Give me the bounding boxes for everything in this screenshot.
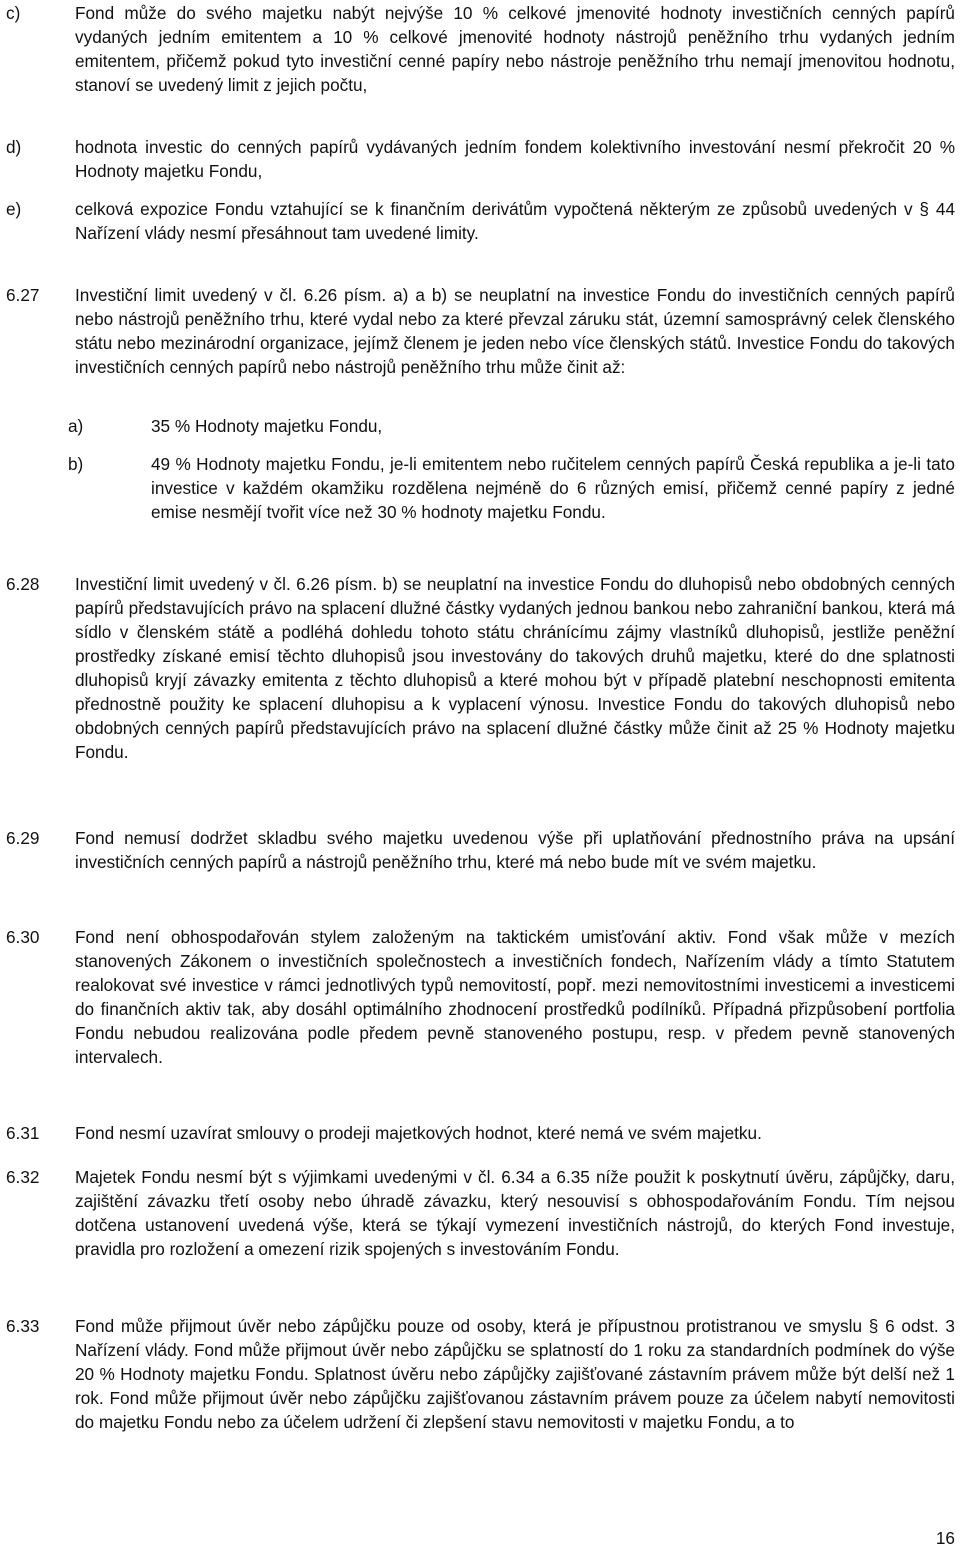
section-text: Fond není obhospodařován stylem založeným na taktickém umisťování aktiv. Fond však může v mezích stanovených Zákonem o investičních společnostech a investičních fondech, Nařízením vlády a tímto Statutem realokovat své investice v rámci jednotlivých typů nemovitostí, popř. mezi nemovitostními investicemi a investicemi do finančních aktiv tak, aby dosáhl optimálního zhodnocení prostředků podílníků. Případná přizpůsobení portfolia Fondu nebudou realizována podle předem pevně stanoveného postupu, resp. v předem pevně stanovených intervalech.	[75, 927, 955, 1067]
item-text: 49 % Hodnoty majetku Fondu, je-li emitentem nebo ručitelem cenných papírů Česká republika a je-li tato investice v každém okamžiku rozdělena nejméně do 6 různých emisí, přičemž cenné papíry z jedné emise nesmějí tvořit více než 30 % hodnoty majetku Fondu.	[151, 454, 955, 522]
section-text: Fond nesmí uzavírat smlouvy o prodeji majetkových hodnot, které nemá ve svém majetku.	[75, 1123, 762, 1143]
section-number: 6.32	[6, 1167, 40, 1187]
item-label: a)	[68, 416, 84, 436]
item-text: celková expozice Fondu vztahující se k finančním derivátům vypočtená některým ze způsobů uvedených v § 44 Nařízení vlády nesmí přesáhnout tam uvedené limity.	[75, 199, 955, 243]
item-label: c)	[6, 3, 21, 23]
section-number: 6.33	[6, 1316, 40, 1336]
section-number: 6.29	[6, 828, 40, 848]
item-text: hodnota investic do cenných papírů vydávaných jedním fondem kolektivního investování nesmí překročit 20 % Hodnoty majetku Fondu,	[75, 137, 955, 181]
section-text: Investiční limit uvedený v čl. 6.26 písm. b) se neuplatní na investice Fondu do dluhopisů nebo obdobných cenných papírů představujících právo na splacení dlužné částky vydaných jednou bankou nebo zahraniční bankou, která má sídlo v členském státě a podléhá dohledu tohoto státu chránícímu zájmy vlastníků dluhopisů, jestliže peněžní prostředky získané emisí těchto dluhopisů jsou investovány do takových druhů majetku, které do dne splatnosti dluhopisů kryjí závazky emitenta z těchto dluhopisů a které mohou být v případě platební neschopnosti emitenta přednostně použity ke splacení dluhopisu a k vyplacení výnosu. Investice Fondu do takových dluhopisů nebo obdobných cenných papírů představujících právo na splacení dlužné částky může činit až 25 % Hodnoty majetku Fondu.	[75, 574, 955, 762]
item-text: Fond může do svého majetku nabýt nejvýše 10 % celkové jmenovité hodnoty investičních cenných papírů vydaných jedním emitentem a 10 % celkové jmenovité hodnoty nástrojů peněžního trhu vydaných jedním emitentem, přičemž pokud tyto investiční cenné papíry nebo nástroje peněžního trhu nemají jmenovitou hodnotu, stanoví se uvedený limit z jejich počtu,	[75, 3, 955, 95]
section-text: Fond může přijmout úvěr nebo zápůjčku pouze od osoby, která je přípustnou protistranou ve smyslu § 6 odst. 3 Nařízení vlády. Fond může přijmout úvěr nebo zápůjčku se splatností do 1 roku za standardních podmínek do výše 20 % Hodnoty majetku Fondu. Splatnost úvěru nebo zápůjčky zajišťované zástavním právem může být delší než 1 rok. Fond může přijmout úvěr nebo zápůjčku zajišťovanou zástavním právem pouze za účelem nabytí nemovitosti do majetku Fondu nebo za účelem udržení či zlepšení stavu nemovitosti v majetku Fondu, a to	[75, 1316, 955, 1432]
section-number: 6.30	[6, 927, 40, 947]
item-label: b)	[68, 454, 84, 474]
item-text: 35 % Hodnoty majetku Fondu,	[151, 416, 383, 436]
section-number: 6.31	[6, 1123, 40, 1143]
section-text: Investiční limit uvedený v čl. 6.26 písm. a) a b) se neuplatní na investice Fondu do investičních cenných papírů nebo nástrojů peněžního trhu, které vydal nebo za které převzal záruku stát, územní samosprávný celek členského státu nebo mezinárodní organizace, jejímž členem je jeden nebo více členských států. Investice Fondu do takových investičních cenných papírů nebo nástrojů peněžního trhu může činit až:	[75, 285, 955, 377]
section-text: Fond nemusí dodržet skladbu svého majetku uvedenou výše při uplatňování přednostního práva na upsání investičních cenných papírů a nástrojů peněžního trhu, které má nebo bude mít ve svém majetku.	[75, 828, 955, 872]
section-number: 6.28	[6, 574, 40, 594]
section-text: Majetek Fondu nesmí být s výjimkami uvedenými v čl. 6.34 a 6.35 níže použit k poskytnutí úvěru, zápůjčky, daru, zajištění závazku třetí osoby nebo úhradě závazku, který nesouvisí s obhospodařováním Fondu. Tím nejsou dotčena ustanovení uvedená výše, která se týkají vymezení investičních nástrojů, do kterých Fond investuje, pravidla pro rozložení a omezení rizik spojených s investováním Fondu.	[75, 1167, 955, 1259]
item-label: e)	[6, 199, 22, 219]
section-number: 6.27	[6, 285, 40, 305]
item-label: d)	[6, 137, 22, 157]
page-number: 16	[935, 1528, 955, 1548]
